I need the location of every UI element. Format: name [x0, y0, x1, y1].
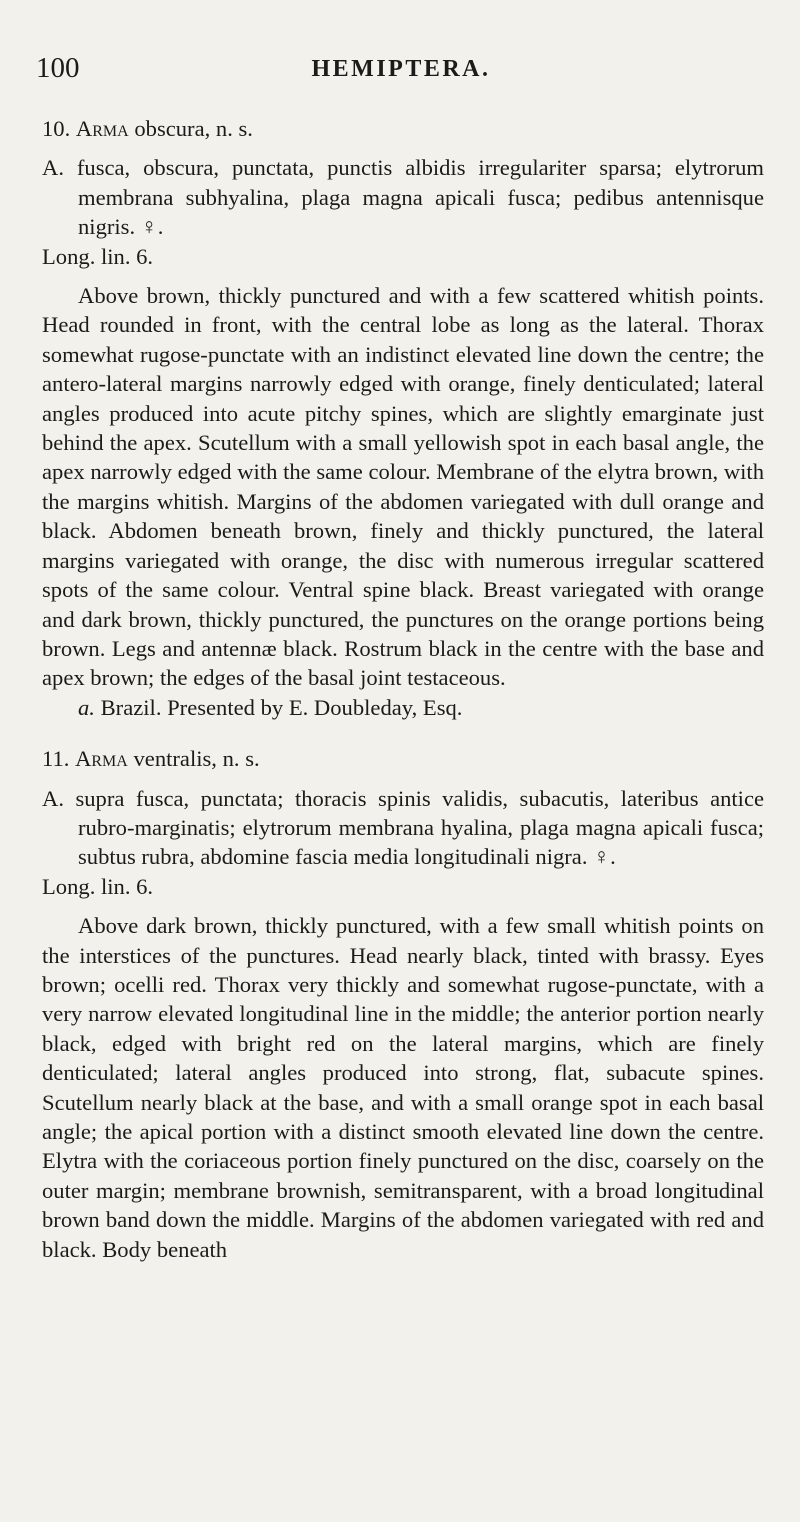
- species-heading: [42, 744, 764, 773]
- species-number: 10.: [42, 116, 71, 141]
- length-measure: Long. lin. 6.: [42, 243, 154, 269]
- specimen-mark: a.: [78, 694, 95, 720]
- species-description: Above brown, thickly punctured and with a few scattered whitish points. Head rounded in front, with the central lobe as long as the lateral. Thorax somewhat rugose-punctate with an indistinct elevated line down the centre; the antero-lateral margins narrowly edged with orange, finely denticulated; lateral angles produced into acute pitchy spines, which are slightly emarginate just behind the apex. Scutellum with a small yellowish spot in each basal angle, the apex narrowly edged with the same colour. Membrane of the elytra brown, with the margins whitish. Margins of the abdomen variegated with dull orange and black. Abdomen beneath brown, finely and thickly punctured, the lateral margins variegated with orange, the disc with numerous irregular scattered spots of the same colour. Ventral spine black. Breast variegated with orange and dark brown, thickly punctured, the punctures on the orange portions being brown. Legs and antennæ black. Rostrum black in the centre with the base and apex brown; the edges of the basal joint testaceous.: [42, 283, 764, 691]
- latin-diagnosis: A. fusca, obscura, punctata, punctis albidis irregulariter sparsa; elytrorum membrana subhyalina, plaga magna apicali fusca; pedibus antennisque nigris. ♀.: [42, 155, 764, 240]
- specimen-record: [42, 693, 764, 722]
- genus-name: Arma: [75, 746, 128, 772]
- genus-name: Arma: [75, 116, 129, 141]
- species-description: Above dark brown, thickly punctured, with a few small whitish points on the interstices of the punctures. Head nearly black, tinted with brassy. Eyes brown; ocelli red. Thorax very thickly and somewhat rugose-punctate, with a very narrow elevated longitudinal line in the middle; the anterior portion nearly black, edged with bright red on the lateral margins, which are finely denticulated; lateral angles produced into strong, flat, subacute spines. Scutellum nearly black at the base, and with a small orange spot in each basal angle; the apical portion with a distinct smooth elevated line down the centre. Elytra with the coriaceous portion finely punctured on the disc, coarsely on the outer margin; membrane brownish, semitransparent, with a broad longitudinal brown band down the middle. Margins of the abdomen variegated with red and black. Body beneath: [42, 913, 764, 1262]
- page-body: [42, 114, 764, 1264]
- species-number: 11.: [42, 746, 70, 772]
- latin-diagnosis: A. supra fusca, punctata; thoracis spinis validis, subacutis, lateribus antice rubro-marginatis; elytrorum membrana hyalina, plaga magna apicali fusca; subtus rubra, abdomine fascia media longitudinali nigra. ♀.: [42, 785, 764, 870]
- species-epithet: ventralis, n. s.: [133, 746, 260, 772]
- species-epithet: obscura, n. s.: [134, 116, 253, 141]
- running-title: HEMIPTERA.: [311, 56, 491, 82]
- species-heading: [42, 114, 764, 143]
- page-number: 100: [36, 52, 80, 84]
- specimen-text: Brazil. Presented by E. Doubleday, Esq.: [100, 694, 463, 720]
- page-header: [36, 52, 766, 92]
- length-measure: Long. lin. 6.: [42, 873, 154, 899]
